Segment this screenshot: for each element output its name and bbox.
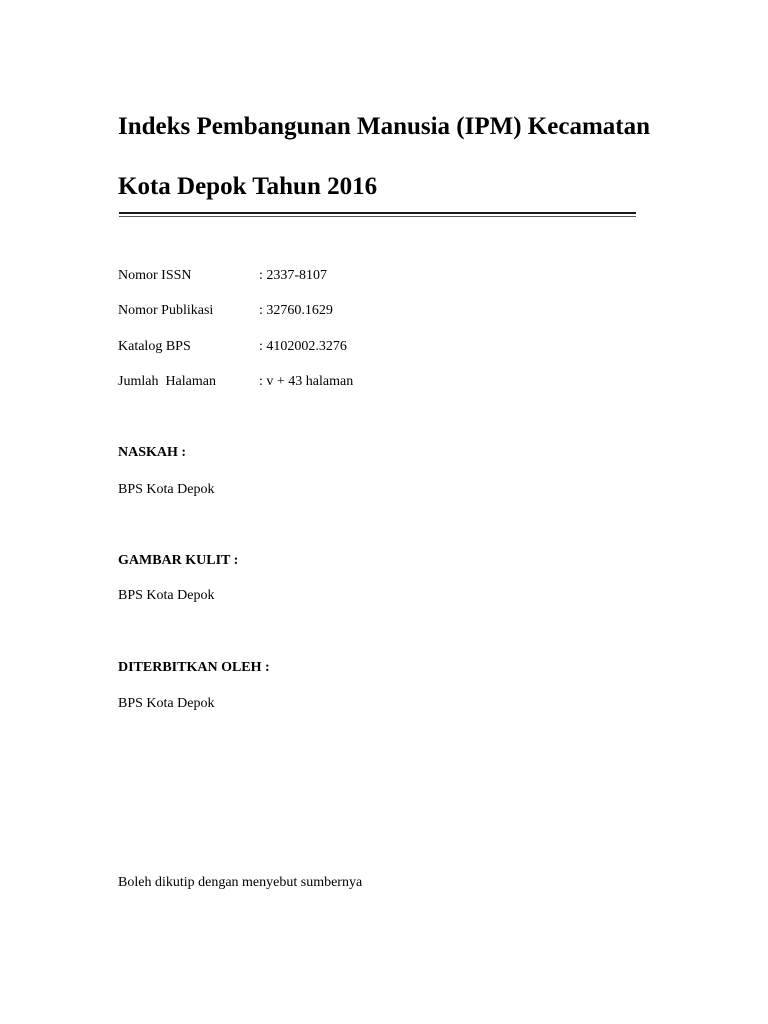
document-title-line-1: Indeks Pembangunan Manusia (IPM) Kecamatan	[118, 113, 650, 140]
gambar-kulit-body: BPS Kota Depok	[118, 588, 215, 603]
metadata-label: Nomor ISSN	[118, 268, 192, 283]
title-divider-thick	[119, 212, 636, 214]
metadata-label: Katalog BPS	[118, 339, 191, 354]
naskah-body: BPS Kota Depok	[118, 482, 215, 497]
gambar-kulit-heading: GAMBAR KULIT :	[118, 553, 239, 568]
metadata-value: : 4102002.3276	[259, 339, 347, 354]
metadata-value: : 2337-8107	[259, 268, 328, 283]
metadata-value: : v + 43 halaman	[259, 374, 354, 389]
document-title-line-2: Kota Depok Tahun 2016	[118, 173, 378, 200]
diterbitkan-oleh-heading: DITERBITKAN OLEH :	[118, 660, 270, 675]
title-divider-thin	[119, 216, 636, 217]
metadata-label: Nomor Publikasi	[118, 303, 214, 318]
metadata-label: Jumlah Halaman	[118, 374, 216, 389]
metadata-value: : 32760.1629	[259, 303, 333, 318]
citation-note: Boleh dikutip dengan menyebut sumbernya	[118, 875, 363, 890]
diterbitkan-oleh-body: BPS Kota Depok	[118, 696, 215, 711]
naskah-heading: NASKAH :	[118, 445, 187, 460]
